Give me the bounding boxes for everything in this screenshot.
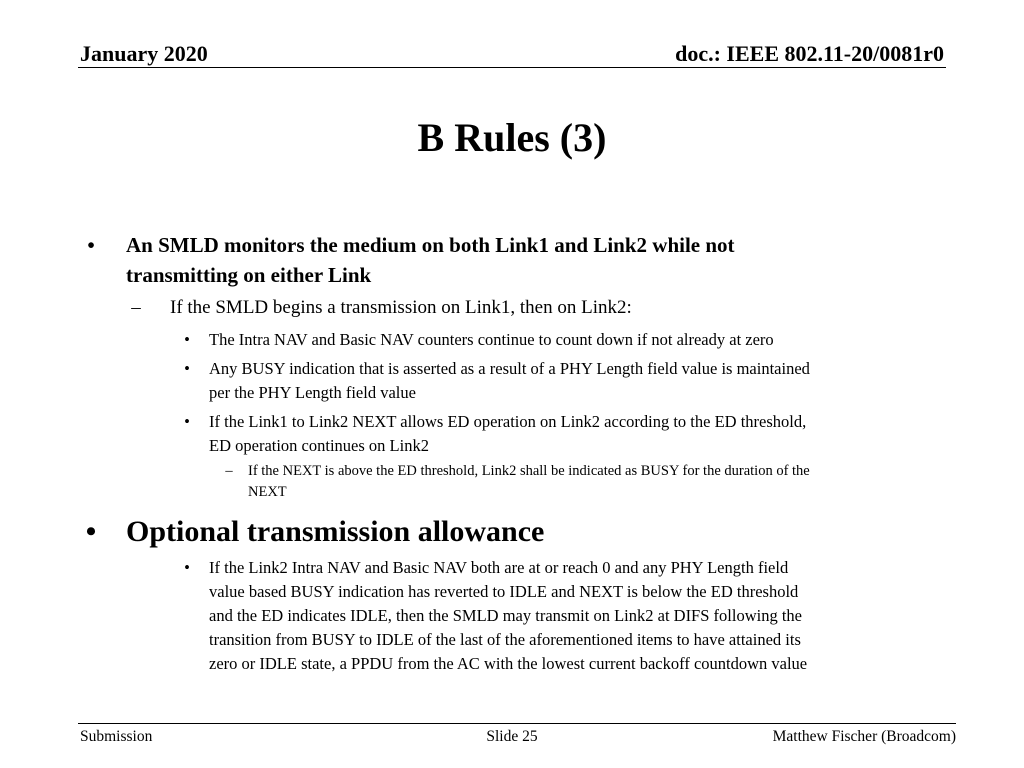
- bullet-marker: •: [184, 558, 190, 577]
- item-text-line: transition from BUSY to IDLE of the last of the aforementioned items to have attained its: [209, 630, 801, 649]
- item-text-line: If the Link2 Intra NAV and Basic NAV both are at or reach 0 and any PHY Length field: [209, 558, 789, 577]
- footer-submission: Submission: [80, 728, 153, 745]
- header-divider: [78, 67, 946, 68]
- sub-bullet-text: If the SMLD begins a transmission on Link1, then on Link2:: [170, 297, 632, 318]
- footer-slide-number: Slide 25: [486, 728, 538, 745]
- dash-marker: –: [131, 297, 141, 318]
- bullet-marker: •: [87, 233, 95, 257]
- item-text-line: and the ED indicates IDLE, then the SMLD may transmit on Link2 at DIFS following the: [209, 606, 802, 625]
- bullet-marker: •: [85, 515, 97, 548]
- slide-title: B Rules (3): [417, 115, 607, 160]
- bullet-marker: •: [184, 330, 190, 349]
- item-text-line: value based BUSY indication has reverted to IDLE and NEXT is below the ED threshold: [209, 582, 799, 601]
- header-doc-id: doc.: IEEE 802.11-20/0081r0: [675, 41, 944, 66]
- footer-divider: [78, 723, 956, 724]
- item-text-line: The Intra NAV and Basic NAV counters continue to count down if not already at zero: [209, 330, 774, 349]
- item-text-line: per the PHY Length field value: [209, 383, 416, 402]
- bullet-text-line: An SMLD monitors the medium on both Link1 and Link2 while not: [126, 233, 735, 257]
- dash-marker: –: [225, 463, 233, 479]
- header-date: January 2020: [80, 41, 208, 66]
- bullet-marker: •: [184, 412, 190, 431]
- sub-item-text-line: If the NEXT is above the ED threshold, Link2 shall be indicated as BUSY for the duration of the: [248, 463, 810, 479]
- bullet-marker: •: [184, 359, 190, 378]
- item-text-line: Any BUSY indication that is asserted as a result of a PHY Length field value is maintained: [209, 359, 810, 378]
- item-text-line: ED operation continues on Link2: [209, 436, 429, 455]
- footer-author: Matthew Fischer (Broadcom): [772, 728, 956, 745]
- item-text-line: If the Link1 to Link2 NEXT allows ED operation on Link2 according to the ED threshold,: [209, 412, 807, 431]
- bullet-heading: Optional transmission allowance: [126, 515, 545, 548]
- bullet-text-line: transmitting on either Link: [126, 263, 372, 287]
- sub-item-text-line: NEXT: [248, 484, 287, 500]
- item-text-line: zero or IDLE state, a PPDU from the AC with the lowest current backoff countdown value: [209, 654, 808, 673]
